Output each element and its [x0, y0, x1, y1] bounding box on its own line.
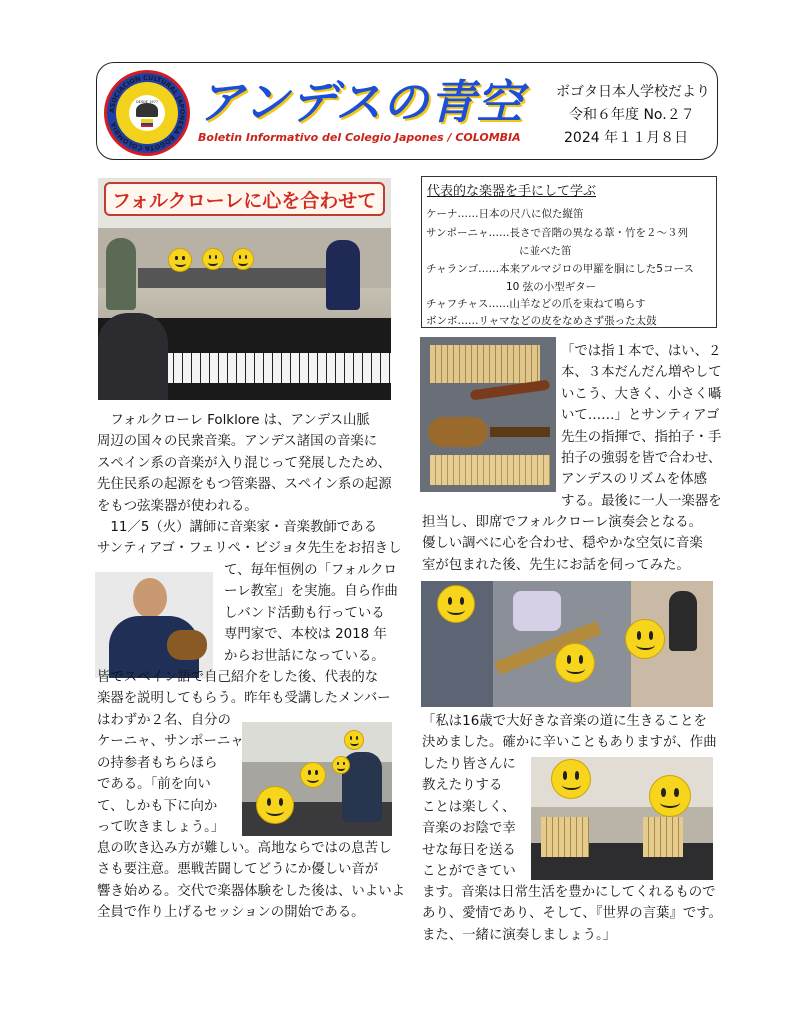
face-cover-icon: [232, 248, 254, 270]
instrument-item: チャランゴ……本来アルマジロの甲羅を胴にした5コース: [426, 263, 694, 275]
instrument-item: サンポーニャ……長さで音階の異なる葦・竹を２～３列: [426, 227, 688, 239]
face-cover-icon: [555, 643, 595, 683]
students-practice-photo: [242, 722, 392, 836]
teacher-quote: 「私は16歳で大好きな音楽の道に生きることを 決めました。確かに辛いこともありますが、作曲: [422, 714, 717, 751]
hero-classroom-photo: [98, 178, 391, 400]
svg-text:DESDE 1977: DESDE 1977: [135, 100, 159, 104]
face-cover-icon: [437, 585, 475, 623]
teacher-portrait: [95, 572, 213, 678]
instrument-item: チャフチャス……山羊などの爪を束ねて鳴らす: [426, 298, 646, 310]
body-paragraph-wrap: て、毎年恒例の「フォルクロ ーレ教室」を実施。自ら作曲 しバンド活動も行っている 専門家で、本校は 2018 年 からお世話になっている。: [224, 563, 398, 664]
body-paragraph: 息の吹き込み方が難しい。高地ならではの息苦し さも要注意。悪戦苦闘してどうにか優しい音が 響き始める。交代で楽器体験をした後は、いよいよ 全員で作り上げるセッションの開始である。: [97, 841, 405, 921]
newsletter-title: アンデスの青空: [198, 75, 524, 129]
issue-number: 令和６年度 No.２７: [569, 107, 695, 123]
instrument-item: に並べた笛: [519, 245, 572, 257]
instrument-item: ボンボ……リャマなどの皮をなめさず張った太鼓: [426, 315, 657, 327]
instruments-photo: [420, 337, 556, 492]
issue-date: 2024 年１１月８日: [564, 130, 689, 146]
face-cover-icon: [332, 756, 350, 774]
face-cover-icon: [168, 248, 192, 272]
face-cover-icon: [551, 759, 591, 799]
quote-paragraph: 担当し、即席でフォルクローレ演奏会となる。 優しい調べに心を合わせ、穏やかな空気に音楽 室が包まれた後、先生にお話を伺ってみた。: [422, 515, 703, 573]
face-cover-icon: [300, 762, 326, 788]
face-cover-icon: [625, 619, 665, 659]
body-paragraph-wrap: はわずか２名、自分の ケーニャ、サンポーニャ の持参者もちらほら である。「前を向い て、しかも下に向か って吹きましょう。」: [97, 713, 244, 836]
face-cover-icon: [344, 730, 364, 750]
quote-paragraph-wrap: 「では指１本で、はい、２ 本、３本だんだん増やして いこう、大きく、小さく囁 いて……」とサンティアゴ 先生の指揮で、指拍子・手 拍子の強弱を皆で合わせ、 アンデスのリズムを体感 する。最後に一人一楽器を: [561, 344, 722, 509]
instrument-item: ケーナ……日本の尺八に似た縦笛: [426, 208, 584, 220]
teacher-quote-wrap: したり皆さんに 教えたりする ことは楽しく、 音楽のお陰で幸 せな毎日を送る ことができてい: [422, 757, 516, 880]
panpipe-students-photo: [531, 757, 713, 880]
logo-ring-text: [107, 73, 187, 153]
instrument-item: 10 弦の小型ギター: [506, 281, 597, 293]
face-cover-icon: [202, 248, 224, 270]
instrument-glossary-title: 代表的な楽器を手にして学ぶ: [427, 184, 597, 199]
body-paragraph: 皆でスペイン語で自己紹介をした後、代表的な 楽器を説明してもらう。昨年も受講したメンバー: [97, 670, 391, 707]
face-cover-icon: [256, 786, 294, 824]
body-paragraph: フォルクローレ Folklore は、アンデス山脈 周辺の国々の民衆音楽。アンデス諸国の音楽に スペイン系の音楽が入り混じって発展したため、 先住民系の起源をもつ管楽器、スペイン系の起源 をもつ弦楽器が使われる。 11／5（火）講師に音楽家・音楽教師である サンティアゴ・フェリペ・ビジョタ先生をお招きし: [97, 413, 402, 557]
newsletter-subtitle: Boletin Informativo del Colegio Japones / COLOMBIA: [198, 131, 521, 144]
teacher-quote: ます。音楽は日常生活を豊かにしてくれるもので あり、愛情であり、そして、『世界の言葉』です。 また、一緒に演奏しましょう。」: [422, 885, 722, 943]
svg-text:ASOCIACION CULTURAL JAPONESA B: ASOCIACION CULTURAL JAPONESA BOGOTA COLOMBIA: [107, 73, 187, 153]
photo-banner: フォルクローレに心を合わせて: [112, 190, 377, 212]
face-cover-icon: [649, 775, 691, 817]
school-name: ボゴタ日本人学校だより: [556, 84, 710, 100]
lesson-collage-photo: [421, 581, 713, 707]
school-logo: [104, 70, 190, 156]
